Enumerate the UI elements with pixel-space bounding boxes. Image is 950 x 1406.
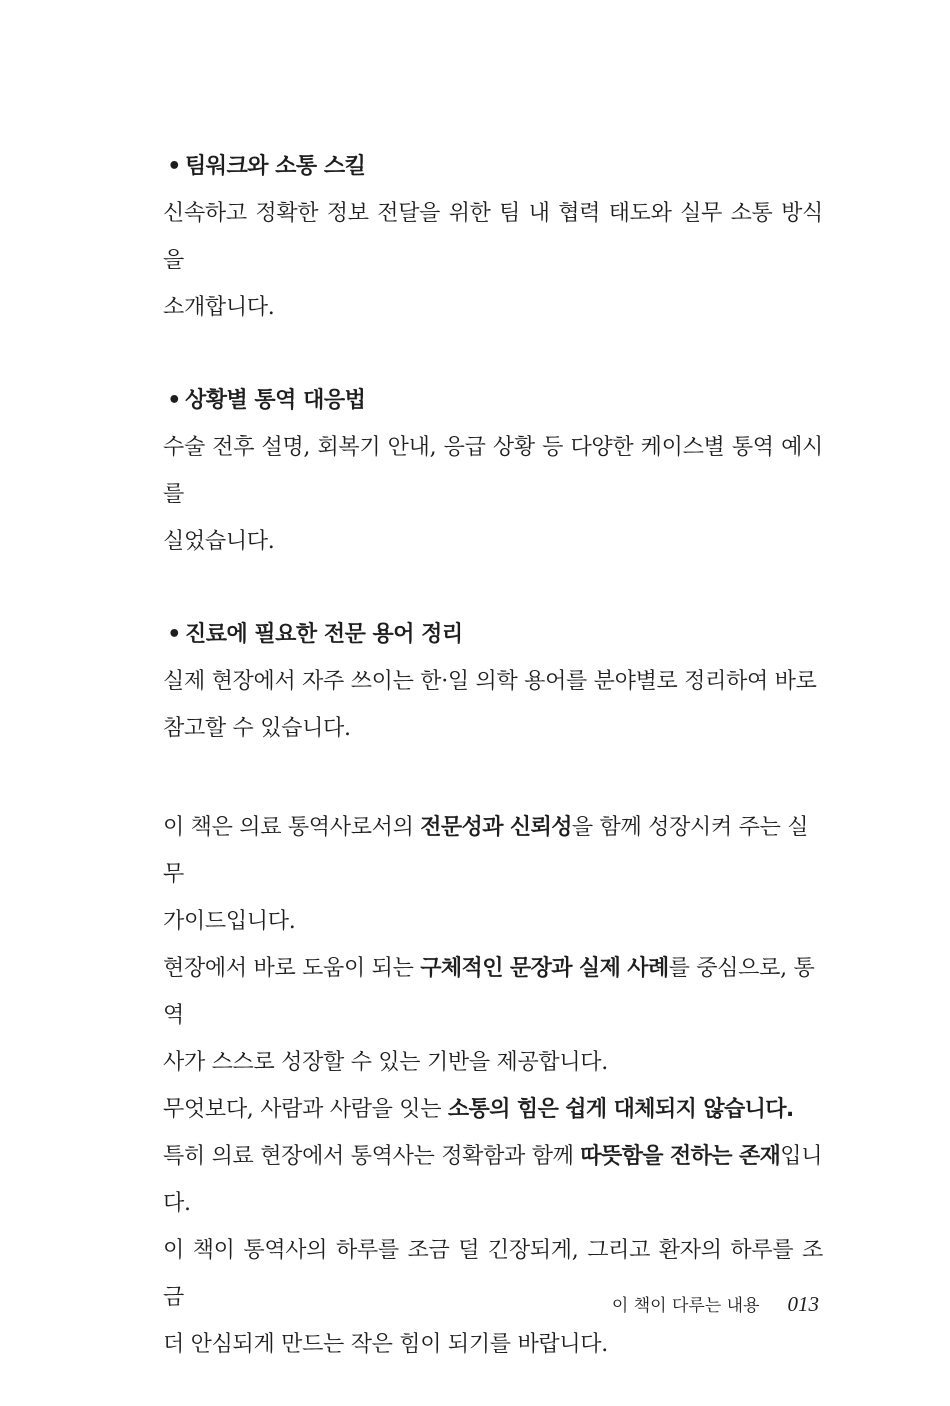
section-body-line: 신속하고 정확한 정보 전달을 위한 팀 내 협력 태도와 실무 소통 방식을 (163, 201, 823, 273)
closing-line: 이 책은 의료 통역사로서의 전문성과 신뢰성을 함께 성장시켜 주는 실무 (163, 815, 809, 887)
page-footer (612, 1291, 819, 1317)
section-body-line: 소개합니다. (163, 295, 275, 320)
page-number: 013 (787, 1292, 819, 1316)
bullet-icon: • (167, 388, 181, 413)
section-heading: • 진료에 필요한 전문 용어 정리 (163, 611, 823, 658)
section-heading: • 팀워크와 소통 스킬 (163, 143, 823, 190)
section-body-line: 실었습니다. (163, 529, 275, 554)
closing-line: 특히 의료 현장에서 통역사는 정확함과 함께 따뜻함을 전하는 존재입니다. (163, 1144, 823, 1216)
page-body (163, 143, 823, 1368)
section-body-line: 실제 현장에서 자주 쓰이는 한·일 의학 용어를 분야별로 정리하여 바로 (163, 669, 817, 694)
closing-line: 사가 스스로 성장할 수 있는 기반을 제공합니다. (163, 1050, 608, 1075)
section-body-line: 참고할 수 있습니다. (163, 716, 351, 741)
closing-line: 더 안심되게 만드는 작은 힘이 되기를 바랍니다. (163, 1332, 608, 1357)
bullet-icon: • (167, 622, 181, 647)
bullet-icon: • (167, 154, 181, 179)
closing-line: 현장에서 바로 도움이 되는 구체적인 문장과 실제 사례를 중심으로, 통역 (163, 956, 815, 1028)
closing-line: 가이드입니다. (163, 909, 296, 934)
running-title: 이 책이 다루는 내용 (611, 1296, 760, 1316)
closing-line: 무엇보다, 사람과 사람을 잇는 소통의 힘은 쉽게 대체되지 않습니다. (163, 1097, 794, 1122)
closing-line: 이 책이 통역사의 하루를 조금 덜 긴장되게, 그리고 환자의 하루를 조금 (163, 1238, 823, 1310)
section-heading: • 상황별 통역 대응법 (163, 377, 823, 424)
section-body-line: 수술 전후 설명, 회복기 안내, 응급 상황 등 다양한 케이스별 통역 예시를 (163, 435, 823, 507)
